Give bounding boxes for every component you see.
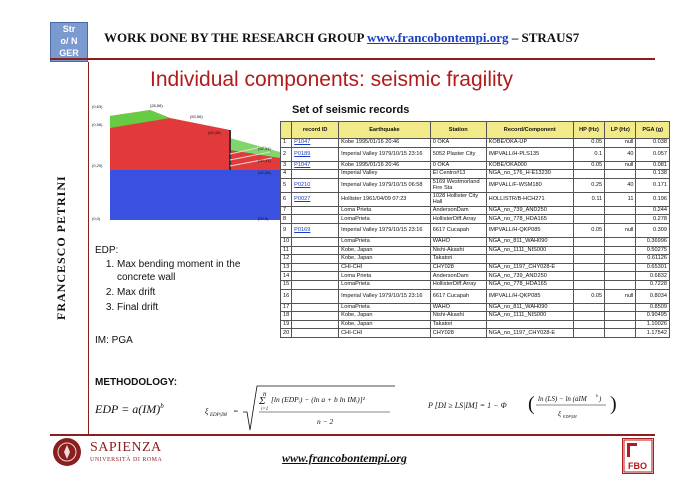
table-cell: IMPVALL/H-QKP085 [486, 289, 573, 303]
table-cell: KOBE/OKA000 [486, 161, 573, 170]
table-cell [605, 246, 636, 255]
table-cell: NGA_no_811_WAH090 [486, 237, 573, 246]
table-cell: IMPVALL/H-PLS135 [486, 147, 573, 161]
table-cell [573, 312, 604, 321]
table-cell: 2 [281, 147, 292, 161]
table-cell: 16 [281, 289, 292, 303]
table-cell [486, 320, 573, 329]
table-cell: 0.8509 [636, 303, 670, 312]
table-row [281, 147, 670, 161]
footer-divider [50, 434, 655, 436]
table-row [281, 320, 670, 329]
table-cell: Imperial Valley [339, 170, 431, 179]
column-header: HP (Hz) [573, 122, 604, 139]
table-cell: WAHO [430, 237, 486, 246]
table-header-row [281, 122, 670, 139]
table-cell [605, 303, 636, 312]
table-cell: LomaPrieta [339, 215, 431, 224]
table-cell [605, 280, 636, 289]
table-cell[interactable]: P1047 [292, 139, 339, 148]
table-cell: Imperial Valley 1979/10/15 23:16 [339, 289, 431, 303]
table-row [281, 272, 670, 281]
edp-heading: EDP: [95, 245, 119, 256]
table-cell: CHI-CHI [339, 329, 431, 338]
table-cell: Kobe, Japan [339, 246, 431, 255]
column-header: Station [430, 122, 486, 139]
table-cell [605, 263, 636, 272]
table-cell: NGA_no_739_AND250 [486, 272, 573, 281]
table-cell [292, 170, 339, 179]
table-cell: 0.8034 [636, 289, 670, 303]
logo-line: o/ N [60, 36, 78, 46]
table-cell: 0.1 [573, 147, 604, 161]
table-cell [573, 206, 604, 215]
table-cell: Loma Prieta [339, 206, 431, 215]
svg-text:b: b [596, 393, 598, 398]
svg-text:EDP|IM: EDP|IM [210, 413, 227, 418]
table-cell [292, 303, 339, 312]
table-cell[interactable]: P0169 [292, 223, 339, 237]
table-cell: 0.05 [573, 223, 604, 237]
strongher-logo [50, 22, 88, 62]
table-cell [292, 329, 339, 338]
table-cell: NGA_no_176_H-E13230 [486, 170, 573, 179]
table-cell: null [605, 289, 636, 303]
table-row [281, 139, 670, 148]
table-cell: 0.36996 [636, 237, 670, 246]
logo-line: GER [59, 48, 79, 58]
edp-item: 2. Max drift [117, 286, 265, 299]
table-cell: Kobe, Japan [339, 312, 431, 321]
table-cell: 0.11 [573, 192, 604, 206]
table-cell: 6 [281, 192, 292, 206]
svg-text:FBO: FBO [628, 461, 647, 471]
table-cell: Kobe 1995/01/16 20:46 [339, 139, 431, 148]
table-cell: null [605, 223, 636, 237]
table-cell: Kobe, Japan [339, 255, 431, 264]
fbo-logo-icon [622, 438, 654, 474]
table-row [281, 303, 670, 312]
table-cell [605, 320, 636, 329]
svg-text:[ln (EDPᵢ) − (ln a + b ln IMᵢ): [ln (EDPᵢ) − (ln a + b ln IMᵢ)]² [271, 395, 365, 404]
table-cell: IMPVALL/F-WSM180 [486, 178, 573, 192]
table-cell: AndersonDam [430, 206, 486, 215]
column-header: LP (Hz) [605, 122, 636, 139]
table-cell: 18 [281, 312, 292, 321]
table-cell: CHI-CHI [339, 263, 431, 272]
table-cell: 0.138 [636, 170, 670, 179]
table-cell: 12 [281, 255, 292, 264]
table-cell: 1 [281, 139, 292, 148]
table-row [281, 246, 670, 255]
author-name: FRANCESCO PETRINI [54, 175, 68, 320]
table-cell: 40 [605, 178, 636, 192]
column-header: Record/Component [486, 122, 573, 139]
table-cell: 0.278 [636, 215, 670, 224]
coord-label: (92,31) [258, 158, 271, 163]
table-cell [292, 263, 339, 272]
table-cell: NGA_no_778_HDA165 [486, 280, 573, 289]
coord-label: (0,0) [92, 216, 101, 221]
table-cell[interactable]: P0189 [292, 147, 339, 161]
table-cell: Loma Prieta [339, 272, 431, 281]
table-cell [605, 312, 636, 321]
table-cell: 0.50275 [636, 246, 670, 255]
table-cell: 0.196 [636, 192, 670, 206]
table-row [281, 223, 670, 237]
table-cell: Imperial Valley 1979/10/15 23:16 [339, 147, 431, 161]
table-cell: 0.05 [573, 289, 604, 303]
table-cell [573, 237, 604, 246]
table-cell [292, 255, 339, 264]
table-cell [573, 320, 604, 329]
table-cell[interactable]: P0027 [292, 192, 339, 206]
logo-line: Str [62, 24, 76, 34]
table-cell: 0.90495 [636, 312, 670, 321]
table-cell: 13 [281, 263, 292, 272]
table-cell: LomaPrieta [339, 303, 431, 312]
table-cell: 0.61126 [636, 255, 670, 264]
svg-text:P [DI ≥ LS|IM] = 1 − Φ: P [DI ≥ LS|IM] = 1 − Φ [428, 401, 507, 410]
table-cell: 0.244 [636, 206, 670, 215]
svg-text:ξ: ξ [205, 407, 209, 416]
header-title-prefix: WORK DONE BY THE RESEARCH GROUP [104, 30, 364, 45]
table-body [281, 139, 670, 338]
header-title-suffix: – STRAUS7 [511, 30, 580, 45]
table-cell: 7 [281, 206, 292, 215]
table-cell [605, 237, 636, 246]
university-name: SAPIENZA [90, 440, 162, 455]
table-cell [605, 329, 636, 338]
coord-label: (53,56) [190, 114, 203, 119]
table-cell: WAHO [430, 303, 486, 312]
coord-label: (0,56) [92, 122, 103, 127]
table-cell: LomaPrieta [339, 237, 431, 246]
table-cell: Nishi-Akashi [430, 312, 486, 321]
table-cell: 0.7228 [636, 280, 670, 289]
column-header: Earthquake [339, 122, 431, 139]
table-cell: Takatori [430, 320, 486, 329]
table-cell: 0 OKA [430, 139, 486, 148]
table-cell: CHY028 [430, 263, 486, 272]
university-subtitle: UNIVERSITÀ DI ROMA [90, 457, 163, 463]
table-cell: 3 [281, 161, 292, 170]
table-row [281, 237, 670, 246]
retaining-wall-model [90, 100, 280, 225]
slide-title: Individual components: seismic fragility [150, 68, 513, 91]
svg-text:i=1: i=1 [261, 407, 269, 412]
table-cell [573, 272, 604, 281]
table-row [281, 192, 670, 206]
table-row [281, 206, 670, 215]
table-cell: 0.25 [573, 178, 604, 192]
table-cell [605, 215, 636, 224]
coord-label: (92,29) [258, 170, 271, 175]
column-header: record ID [292, 122, 339, 139]
coord-label: (0,29) [92, 163, 103, 168]
table-cell: 1.17542 [636, 329, 670, 338]
svg-text:Σ: Σ [259, 395, 266, 407]
table-cell: NGA_no_1111_NIS000 [486, 246, 573, 255]
edp-list [95, 258, 265, 314]
table-cell: Imperial Valley 1979/10/15 23:16 [339, 223, 431, 237]
table-cell: 0.057 [636, 147, 670, 161]
table-row [281, 280, 670, 289]
equation-edp: EDP = a(IM)$^b$ [95, 402, 164, 416]
table-cell: 0.6832 [636, 272, 670, 281]
table-cell [292, 312, 339, 321]
table-cell: IMPVALL/H-QKP085 [486, 223, 573, 237]
table-cell: 11 [281, 246, 292, 255]
table-cell: KOBE/OKA-UP [486, 139, 573, 148]
coord-label: (92,0) [258, 216, 269, 221]
table-cell [292, 289, 339, 303]
table-cell [292, 246, 339, 255]
table-cell: 6617 Cucapah [430, 223, 486, 237]
table-cell [292, 272, 339, 281]
svg-text:ln (LS) − ln (aIM: ln (LS) − ln (aIM [538, 395, 587, 403]
table-row [281, 289, 670, 303]
table-cell: HollisterDiff.Array [430, 215, 486, 224]
table-cell [292, 206, 339, 215]
table-row [281, 178, 670, 192]
header-title [104, 30, 579, 46]
seismic-records-table [280, 121, 670, 338]
table-cell [573, 246, 604, 255]
table-cell: 0 OKA [430, 161, 486, 170]
svg-text:EDP|IM: EDP|IM [563, 414, 577, 419]
table-cell [292, 237, 339, 246]
table-cell: 4 [281, 170, 292, 179]
table-cell: Imperial Valley 1979/10/15 06:58 [339, 178, 431, 192]
table-cell [573, 255, 604, 264]
table-cell: 5052 Plaster City [430, 147, 486, 161]
table-cell [292, 280, 339, 289]
table-cell: 0.081 [636, 161, 670, 170]
coord-label: (92,34) [258, 146, 271, 151]
methodology-heading: METHODOLOGY: [95, 377, 178, 388]
table-cell: Kobe, Japan [339, 320, 431, 329]
table-cell [605, 255, 636, 264]
table-cell [573, 280, 604, 289]
table-cell: 0.05 [573, 161, 604, 170]
table-cell: 5 [281, 178, 292, 192]
table-cell: HOLLISTR/B-HCH271 [486, 192, 573, 206]
table-cell: 1.10026 [636, 320, 670, 329]
soil-layer-blue [110, 170, 280, 220]
table-cell: HollisterDiff.Array [430, 280, 486, 289]
svg-text:): ) [599, 395, 602, 403]
table-cell: Kobe 1995/01/16 20:46 [339, 161, 431, 170]
table-cell: 8 [281, 215, 292, 224]
im-label: IM: PGA [95, 335, 133, 346]
table-cell: 20 [281, 329, 292, 338]
table-cell: Hollister 1961/04/09 07:23 [339, 192, 431, 206]
sapienza-seal-icon [53, 438, 81, 466]
table-row [281, 161, 670, 170]
coord-label: (0,63) [92, 104, 103, 109]
svg-text:): ) [610, 393, 617, 415]
table-cell [573, 263, 604, 272]
table-cell: 9 [281, 223, 292, 237]
table-cell [573, 329, 604, 338]
table-cell: 0.171 [636, 178, 670, 192]
records-title: Set of seismic records [292, 104, 410, 116]
svg-text:ξ: ξ [558, 410, 561, 418]
table-cell: LomaPrieta [339, 280, 431, 289]
table-cell [292, 320, 339, 329]
table-cell [486, 255, 573, 264]
table-cell: NGA_no_778_HDA165 [486, 215, 573, 224]
table-cell: NGA_no_1197_CHY028-E [486, 329, 573, 338]
header-link[interactable]: www.francobontempi.org [366, 30, 509, 45]
table-cell: NGA_no_739_AND250 [486, 206, 573, 215]
equation-fragility [428, 386, 658, 428]
equation-dispersion [205, 382, 400, 434]
table-cell: AndersonDam [430, 272, 486, 281]
table-cell: null [605, 139, 636, 148]
table-row [281, 263, 670, 272]
table-cell: 0.038 [636, 139, 670, 148]
table-cell: 14 [281, 272, 292, 281]
table-cell: null [605, 161, 636, 170]
table-cell[interactable]: P0210 [292, 178, 339, 192]
table-cell [605, 170, 636, 179]
edp-item: 1. Max bending moment in the concrete wall [117, 258, 265, 284]
table-cell: NGA_no_811_WAH090 [486, 303, 573, 312]
table-cell [573, 170, 604, 179]
table-cell: 0.05 [573, 139, 604, 148]
table-cell: 19 [281, 320, 292, 329]
svg-text:=: = [233, 407, 239, 416]
svg-text:n − 2: n − 2 [317, 417, 334, 426]
table-cell: 40 [605, 147, 636, 161]
table-cell: 17 [281, 303, 292, 312]
table-cell: 15 [281, 280, 292, 289]
footer-link[interactable]: www.francobontempi.org [282, 451, 407, 465]
side-divider [88, 62, 89, 434]
table-cell: NGA_no_1197_CHY028-E [486, 263, 573, 272]
table-cell: 10 [281, 237, 292, 246]
svg-text:n: n [263, 390, 267, 398]
table-cell: 11 [605, 192, 636, 206]
table-cell: Nishi-Akashi [430, 246, 486, 255]
table-cell: 0.309 [636, 223, 670, 237]
svg-text:(: ( [528, 393, 535, 415]
table-cell: 5169 Westmorland Fire Sta [430, 178, 486, 192]
table-cell: Takatori [430, 255, 486, 264]
table-cell: El Centro#13 [430, 170, 486, 179]
table-cell[interactable]: P1047 [292, 161, 339, 170]
table-cell [573, 215, 604, 224]
table-cell: 1028 Hollister City Hall [430, 192, 486, 206]
edp-item: 3. Final drift [117, 301, 265, 314]
table-cell: NGA_no_1111_NIS000 [486, 312, 573, 321]
table-cell [605, 206, 636, 215]
table-row [281, 215, 670, 224]
table-row [281, 255, 670, 264]
table-cell: CHY028 [430, 329, 486, 338]
coord-label: (28,58) [150, 103, 163, 108]
column-header: PGA (g) [636, 122, 670, 139]
table-cell [292, 215, 339, 224]
table-row [281, 170, 670, 179]
coord-label: (63,45) [208, 130, 221, 135]
table-cell: 6617 Cucapah [430, 289, 486, 303]
table-cell: 0.65301 [636, 263, 670, 272]
table-cell [605, 272, 636, 281]
table-row [281, 329, 670, 338]
edp-block [95, 245, 265, 316]
table-row [281, 312, 670, 321]
table-cell [573, 303, 604, 312]
header-divider [50, 58, 655, 60]
